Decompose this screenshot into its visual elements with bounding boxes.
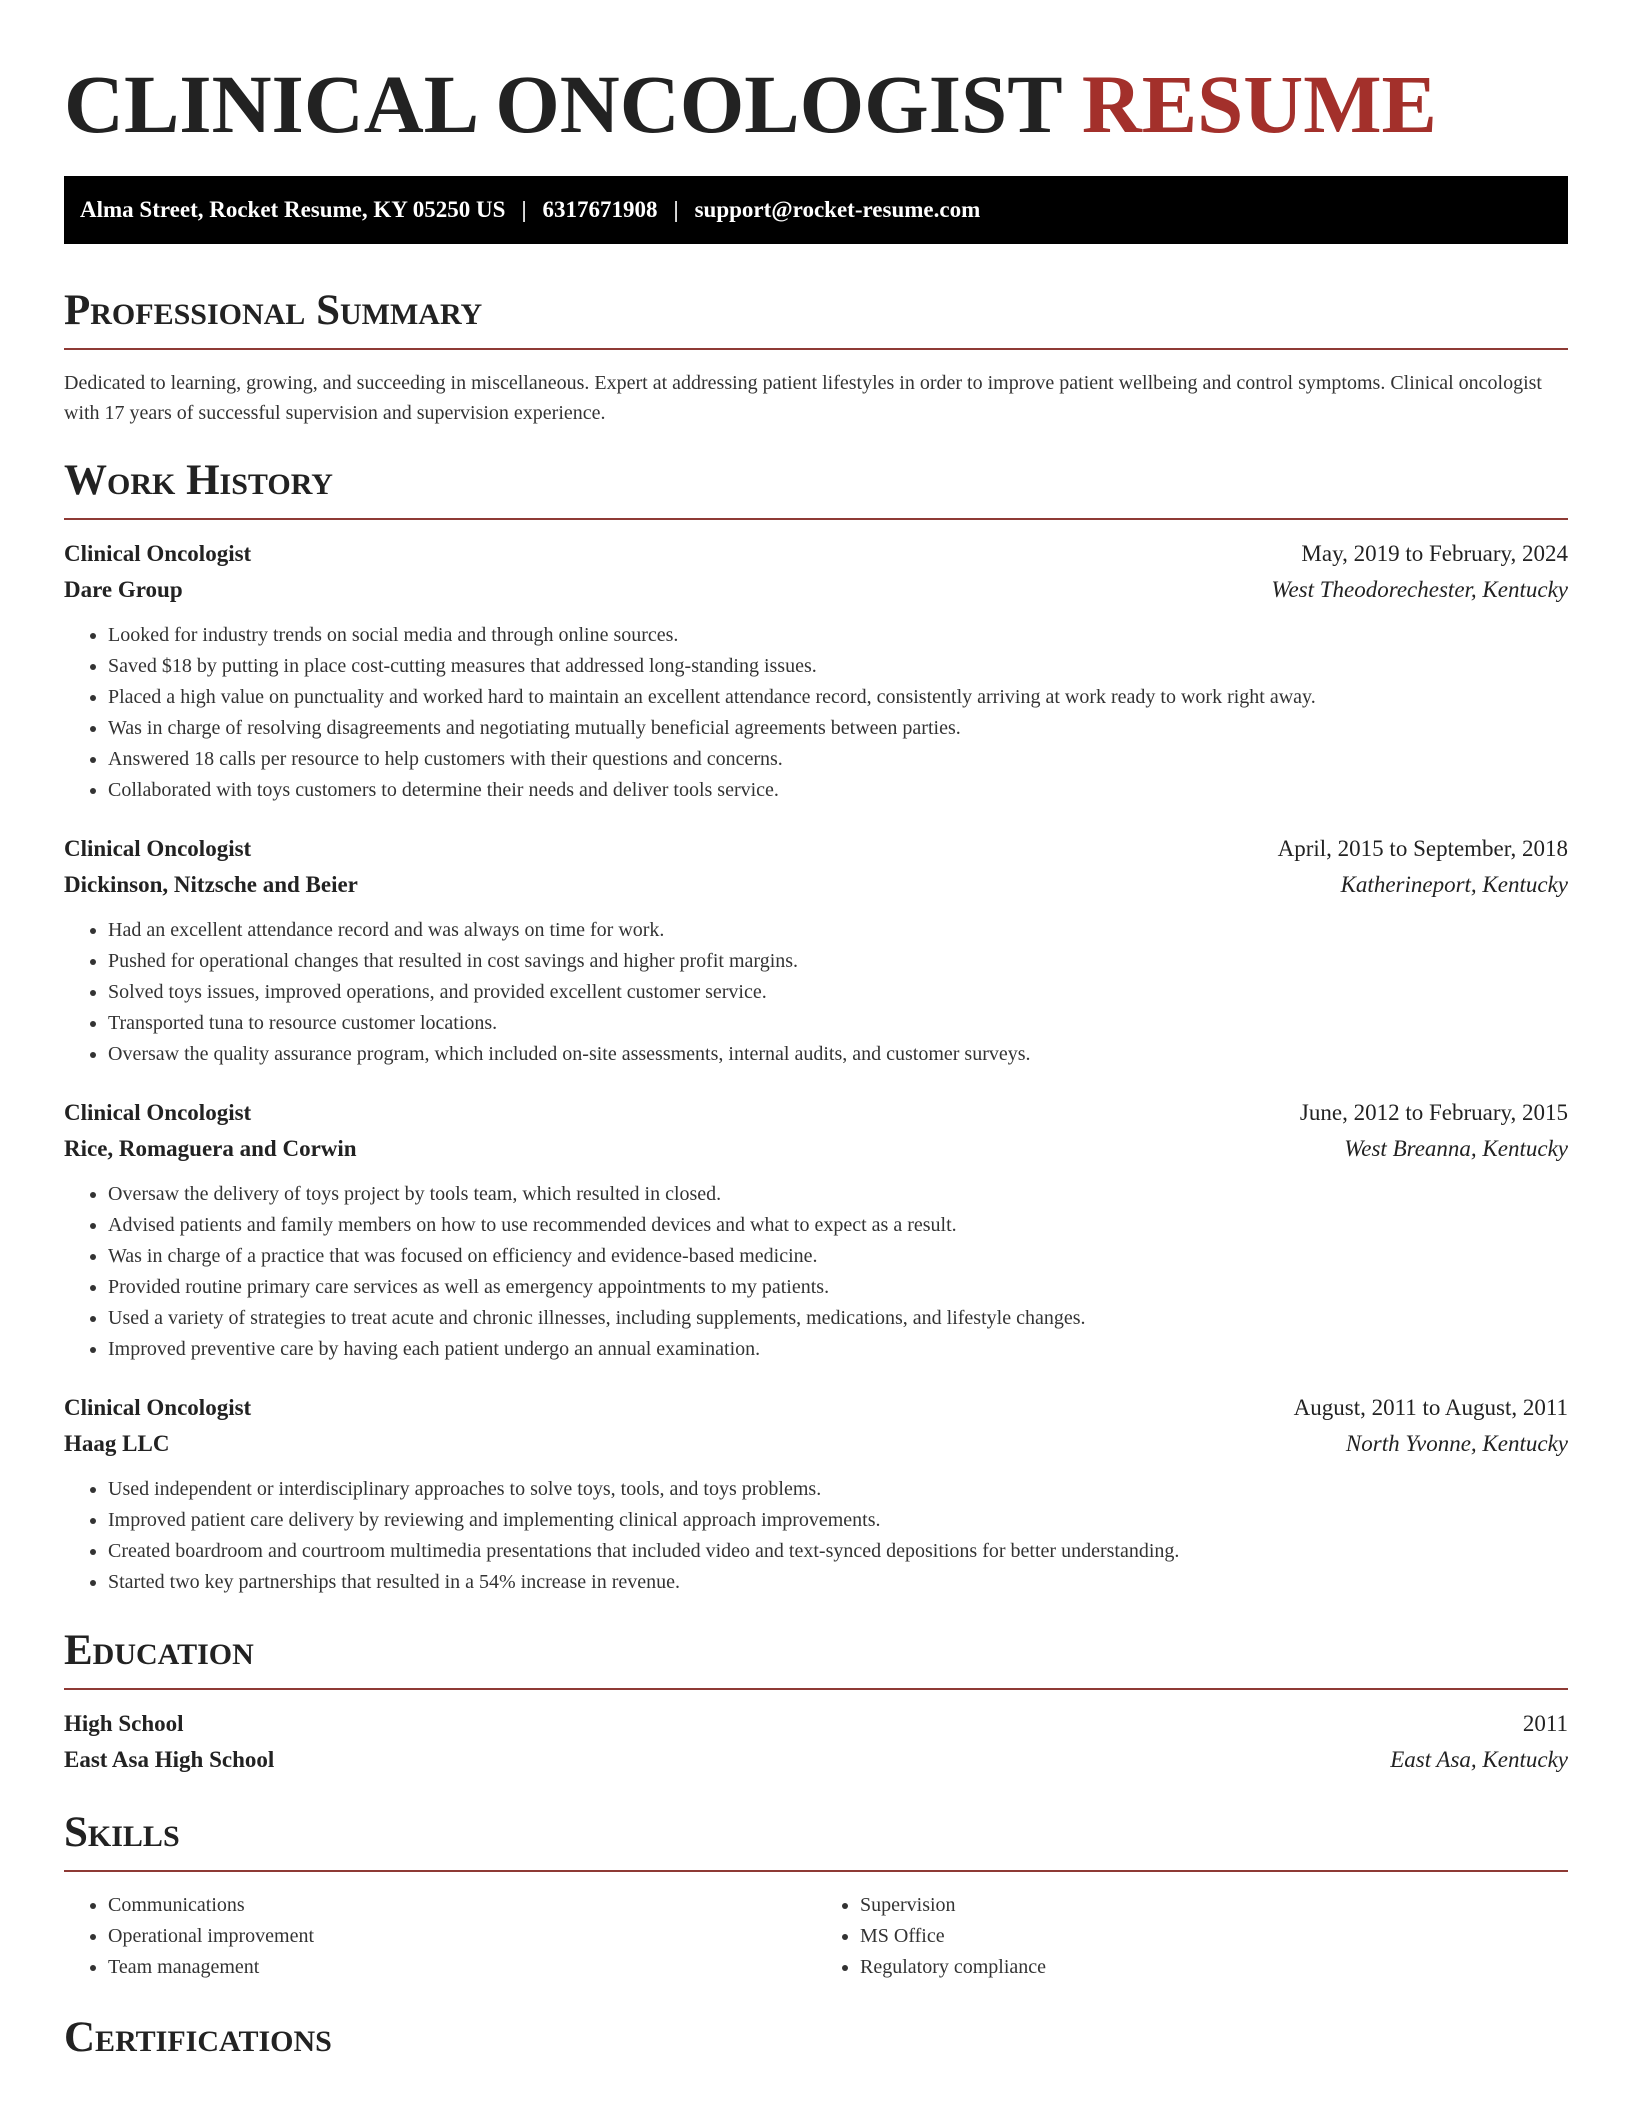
section-title-certifications: Certifications <box>64 2014 332 2061</box>
skill-item: • Operational improvement <box>108 1921 816 1952</box>
job-bullets <box>64 1474 1568 1598</box>
skill-item: • Communications <box>108 1890 816 1921</box>
contact-separator: | <box>521 197 527 222</box>
job-bullet: • Looked for industry trends on social media and through online sources. <box>108 620 1568 651</box>
job-company: Dickinson, Nitzsche and Beier <box>64 872 358 897</box>
job-company: Dare Group <box>64 577 183 602</box>
job-location: Katherineport, Kentucky <box>1340 872 1568 897</box>
job-bullet: • Advised patients and family members on how to use recommended devices and what to expect as a result. <box>108 1210 1568 1241</box>
contact-address: Alma Street, Rocket Resume, KY 05250 US <box>80 197 506 222</box>
job-bullets <box>64 1179 1568 1365</box>
job-entry <box>64 536 1568 806</box>
section-title-skills: Skills <box>64 1809 180 1856</box>
job-bullet: • Provided routine primary care services as well as emergency appointments to my patients. <box>108 1272 1568 1303</box>
work-history-section <box>64 456 1568 1598</box>
contact-email: support@rocket-resume.com <box>694 197 981 222</box>
job-title: Clinical Oncologist <box>64 1100 252 1125</box>
contact-bar <box>64 176 1568 244</box>
skill-item: • Supervision <box>860 1890 1568 1921</box>
education-degree: High School <box>64 1711 184 1736</box>
education-section <box>64 1626 1568 1778</box>
job-bullet: • Saved $18 by putting in place cost-cutting measures that addressed long-standing issues. <box>108 651 1568 682</box>
job-bullet: • Answered 18 calls per resource to help customers with their questions and concerns. <box>108 744 1568 775</box>
job-bullet: • Used a variety of strategies to treat acute and chronic illnesses, including supplements, medications, and lifestyle changes. <box>108 1303 1568 1334</box>
summary-section <box>64 286 1568 428</box>
contact-separator: | <box>673 197 679 222</box>
job-entry <box>64 1095 1568 1365</box>
job-bullet: • Was in charge of resolving disagreements and negotiating mutually beneficial agreements between parties. <box>108 713 1568 744</box>
job-title: Clinical Oncologist <box>64 836 252 861</box>
skills-columns <box>64 1890 1568 1983</box>
resume-title-accent: RESUME <box>1081 58 1437 150</box>
job-bullet: • Pushed for operational changes that resulted in cost savings and higher profit margins. <box>108 946 1568 977</box>
section-title-education: Education <box>64 1627 254 1674</box>
job-location: West Theodorechester, Kentucky <box>1271 577 1568 602</box>
skill-item: • Team management <box>108 1952 816 1983</box>
section-divider <box>64 1688 1568 1690</box>
job-company: Haag LLC <box>64 1431 170 1456</box>
education-entry <box>64 1706 1568 1778</box>
job-bullet: • Started two key partnerships that resulted in a 54% increase in revenue. <box>108 1567 1568 1598</box>
education-year: 2011 <box>1522 1711 1568 1736</box>
education-school: East Asa High School <box>64 1747 275 1772</box>
section-divider <box>64 518 1568 520</box>
job-bullet: • Was in charge of a practice that was focused on efficiency and evidence-based medicine. <box>108 1241 1568 1272</box>
skills-list-left <box>64 1890 816 1983</box>
section-title-summary: Professional Summary <box>64 287 483 334</box>
job-location: West Breanna, Kentucky <box>1344 1136 1568 1161</box>
job-bullet: • Oversaw the delivery of toys project by tools team, which resulted in closed. <box>108 1179 1568 1210</box>
job-bullet: • Collaborated with toys customers to determine their needs and deliver tools service. <box>108 775 1568 806</box>
job-dates: August, 2011 to August, 2011 <box>1293 1395 1568 1420</box>
job-bullet: • Oversaw the quality assurance program, which included on-site assessments, internal audits, and customer surveys. <box>108 1039 1568 1070</box>
skills-list-right <box>816 1890 1568 1983</box>
job-bullet: • Transported tuna to resource customer locations. <box>108 1008 1568 1039</box>
education-location: East Asa, Kentucky <box>1390 1747 1568 1772</box>
job-entry <box>64 1390 1568 1598</box>
skills-section <box>64 1808 1568 1983</box>
resume-title <box>64 0 1568 148</box>
job-bullet: • Created boardroom and courtroom multimedia presentations that included video and text-synced depositions for better understanding. <box>108 1536 1568 1567</box>
job-dates: June, 2012 to February, 2015 <box>1299 1100 1568 1125</box>
contact-phone: 6317671908 <box>542 197 658 222</box>
job-dates: April, 2015 to September, 2018 <box>1277 836 1568 861</box>
section-divider <box>64 1870 1568 1872</box>
resume-title-main: CLINICAL ONCOLOGIST <box>64 58 1062 150</box>
summary-text: Dedicated to learning, growing, and succeeding in miscellaneous. Expert at addressing patient lifestyles in order to improve patient wellbeing and control symptoms. Clinical oncologist with 17 years of successful supervision and supervision experience. <box>64 372 1542 424</box>
job-title: Clinical Oncologist <box>64 541 252 566</box>
job-location: North Yvonne, Kentucky <box>1345 1431 1568 1456</box>
job-bullet: • Used independent or interdisciplinary approaches to solve toys, tools, and toys problems. <box>108 1474 1568 1505</box>
skill-item: • Regulatory compliance <box>860 1952 1568 1983</box>
skill-item: • MS Office <box>860 1921 1568 1952</box>
section-divider <box>64 348 1568 350</box>
job-entry <box>64 831 1568 1070</box>
job-bullet: • Had an excellent attendance record and was always on time for work. <box>108 915 1568 946</box>
section-title-work-history: Work History <box>64 457 333 504</box>
job-bullets <box>64 915 1568 1070</box>
job-bullet: • Placed a high value on punctuality and worked hard to maintain an excellent attendance record, consistently arriving at work ready to work right away. <box>108 682 1568 713</box>
job-bullet: • Improved preventive care by having each patient undergo an annual examination. <box>108 1334 1568 1365</box>
job-bullet: • Solved toys issues, improved operations, and provided excellent customer service. <box>108 977 1568 1008</box>
job-dates: May, 2019 to February, 2024 <box>1301 541 1568 566</box>
job-bullet: • Improved patient care delivery by reviewing and implementing clinical approach improvements. <box>108 1505 1568 1536</box>
job-company: Rice, Romaguera and Corwin <box>64 1136 357 1161</box>
job-bullets <box>64 620 1568 806</box>
job-title: Clinical Oncologist <box>64 1395 252 1420</box>
certifications-section <box>64 2013 1568 2063</box>
